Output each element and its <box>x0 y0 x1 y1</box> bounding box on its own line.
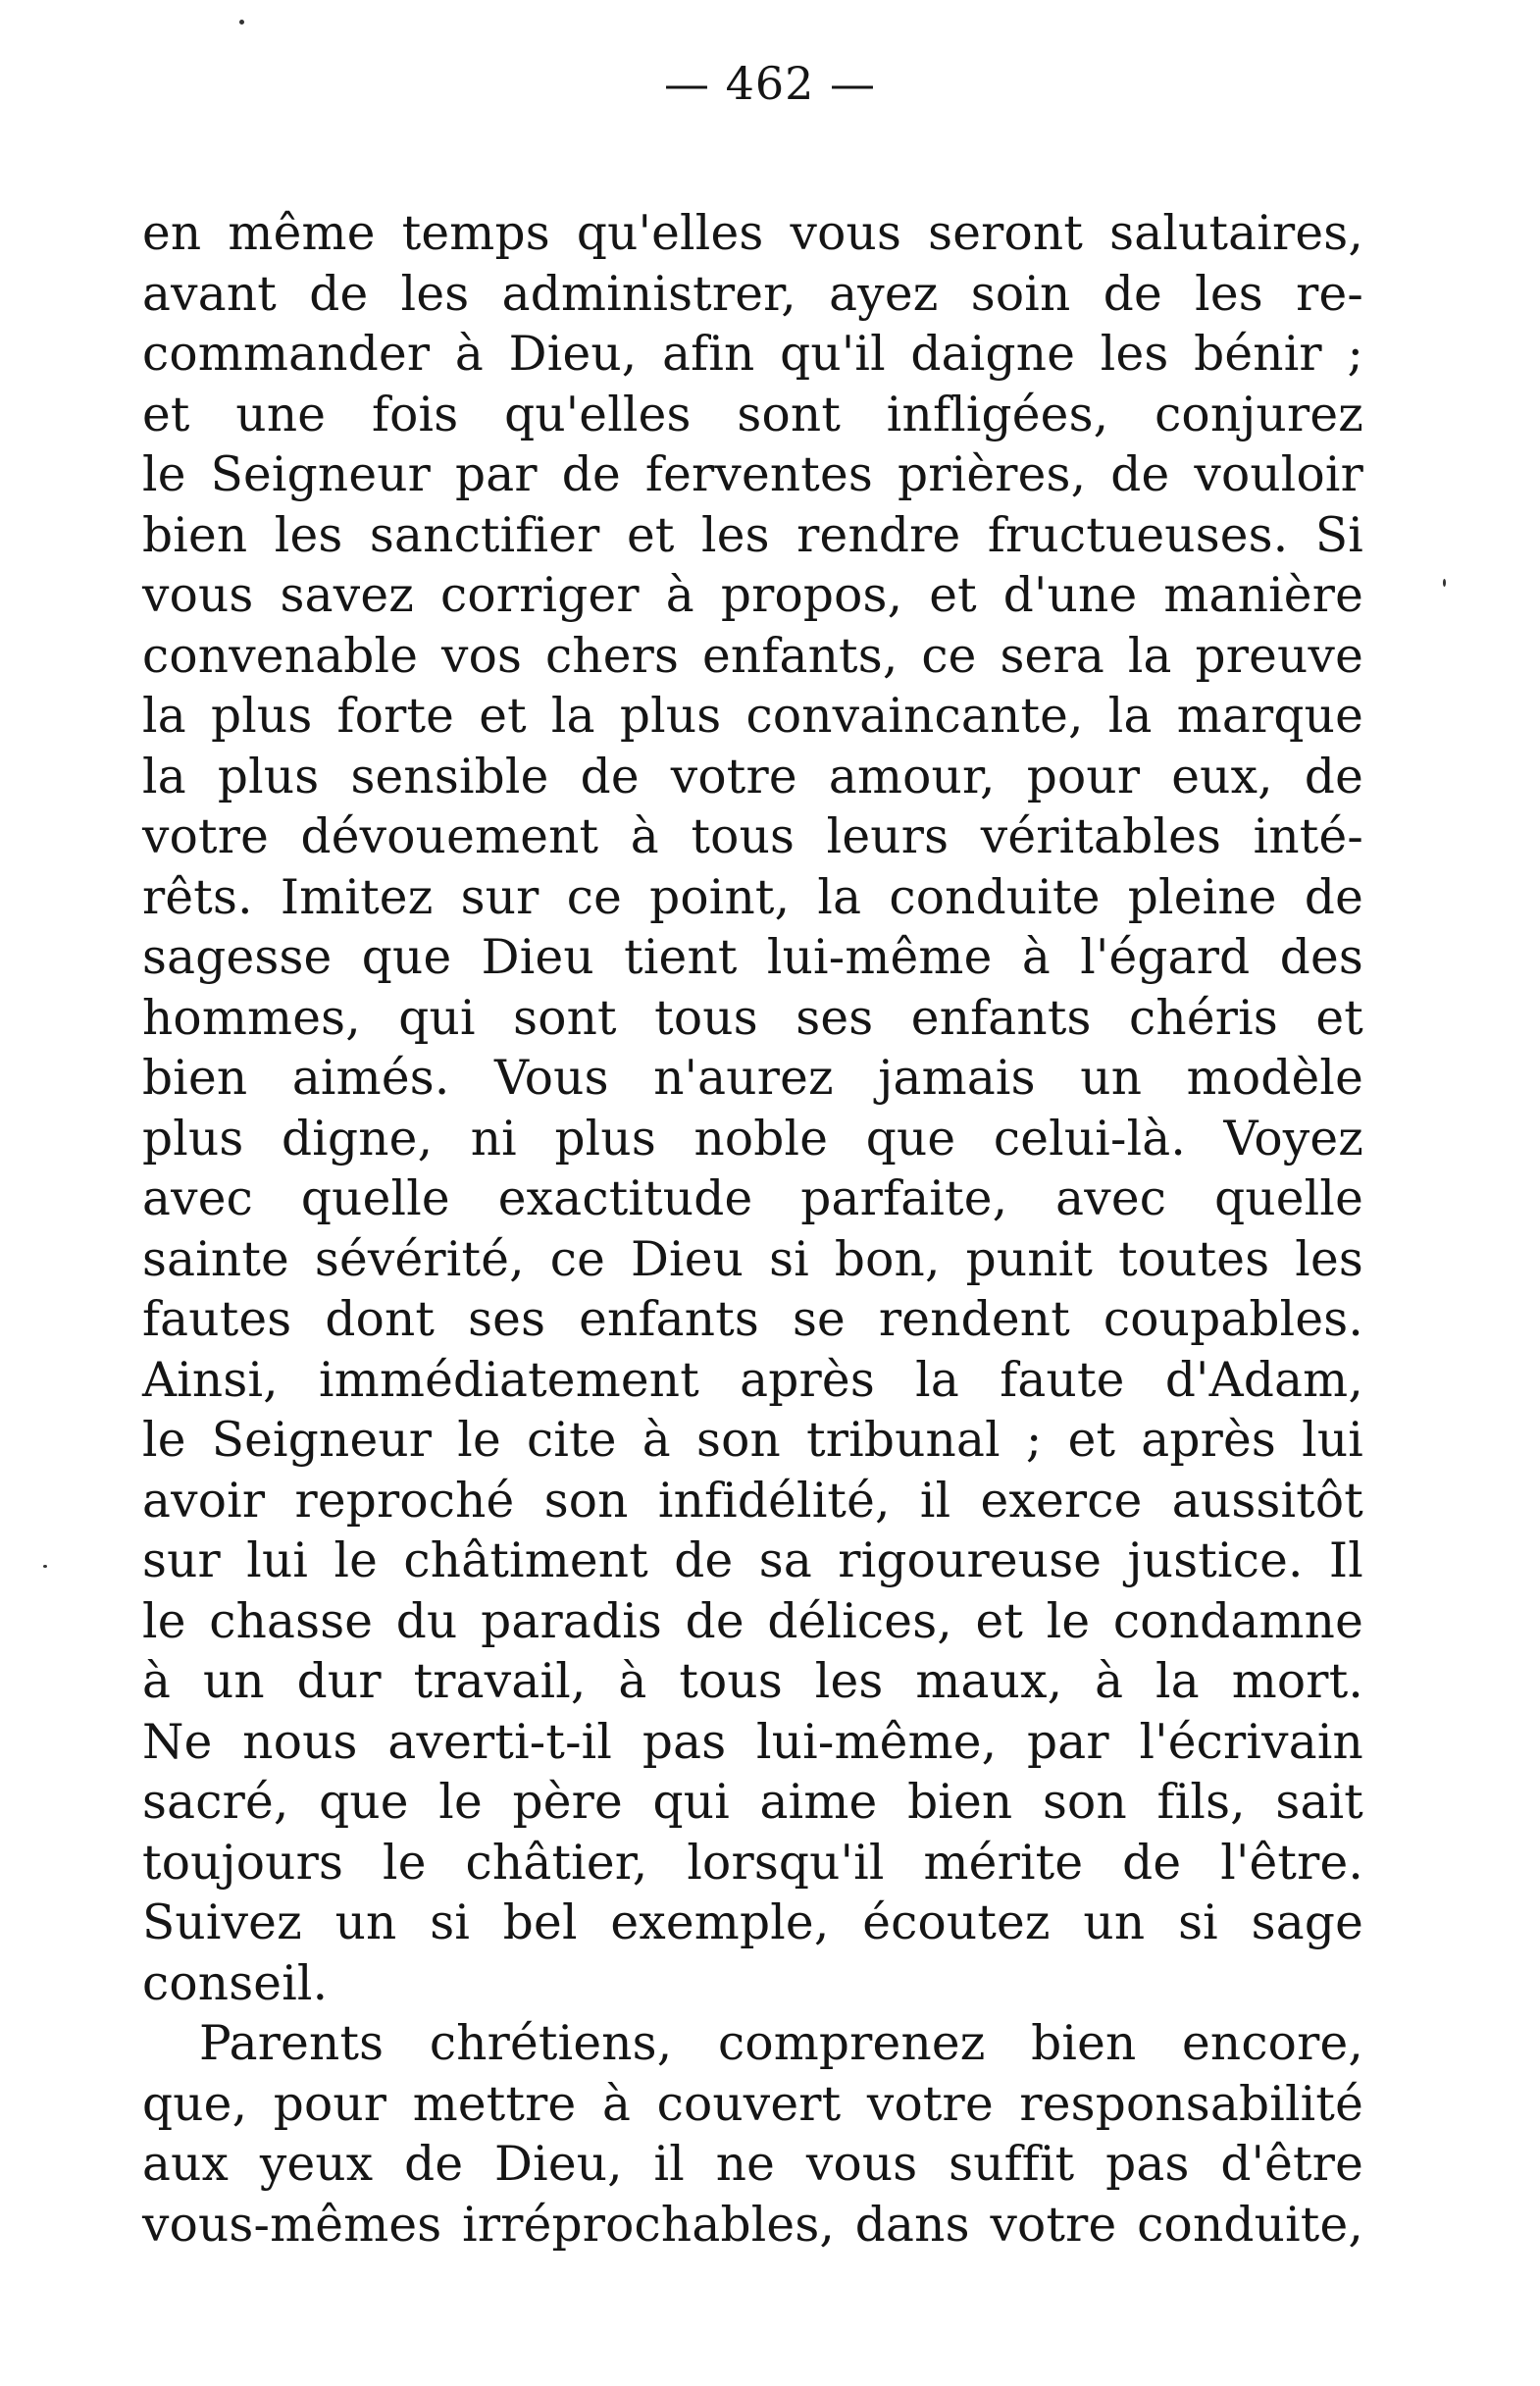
text-line: Suivez un si bel exemple, écoutez un si sage <box>142 1895 1363 1950</box>
text-line: que, pour mettre à couvert votre responsabilité <box>142 2076 1363 2132</box>
text-line: le chasse du paradis de délices, et le condamne <box>142 1593 1363 1649</box>
text-line: et une fois qu'elles sont infligées, conjurez <box>142 387 1363 442</box>
text-line: Ainsi, immédiatement après la faute d'Adam, <box>142 1352 1363 1408</box>
ink-speck <box>43 1565 47 1568</box>
text-line: rêts. Imitez sur ce point, la conduite pleine de <box>142 869 1363 925</box>
text-line: aux yeux de Dieu, il ne vous suffit pas d'être <box>142 2137 1363 2192</box>
body-text <box>142 204 1363 2256</box>
text-line: vous-mêmes irréprochables, dans votre conduite, <box>142 2197 1363 2253</box>
text-line: bien les sanctifier et les rendre fructueuses. Si <box>142 507 1363 563</box>
text-line: en même temps qu'elles vous seront salutaires, <box>142 206 1363 261</box>
page-number: — 462 — <box>663 57 877 110</box>
text-line: le Seigneur le cite à son tribunal ; et après lui <box>142 1413 1363 1468</box>
text-line: sainte sévérité, ce Dieu si bon, punit toutes les <box>142 1231 1363 1287</box>
text-line: votre dévouement à tous leurs véritables inté- <box>142 809 1363 864</box>
text-line: le Seigneur par de ferventes prières, de vouloir <box>142 447 1363 502</box>
text-line: hommes, qui sont tous ses enfants chéris et <box>142 990 1363 1046</box>
text-line: avoir reproché son infidélité, il exerce aussitôt <box>142 1473 1363 1529</box>
text-line: sagesse que Dieu tient lui-même à l'égard des <box>142 930 1363 985</box>
text-line: sacré, que le père qui aime bien son fils, sait <box>142 1775 1363 1830</box>
text-line: la plus forte et la plus convaincante, la marque <box>142 689 1363 744</box>
ink-speck <box>239 20 244 25</box>
text-line: bien aimés. Vous n'aurez jamais un modèle <box>142 1051 1363 1106</box>
text-line: fautes dont ses enfants se rendent coupables. <box>142 1292 1363 1347</box>
text-line: vous savez corriger à propos, et d'une manière <box>142 568 1363 623</box>
text-line: à un dur travail, à tous les maux, à la mort. <box>142 1654 1363 1709</box>
text-line: la plus sensible de votre amour, pour eux, de <box>142 749 1363 804</box>
text-line: convenable vos chers enfants, ce sera la preuve <box>142 628 1363 684</box>
ink-speck <box>1443 579 1446 587</box>
text-line: commander à Dieu, afin qu'il daigne les bénir ; <box>142 327 1363 382</box>
text-line: avant de les administrer, ayez soin de les re- <box>142 266 1363 322</box>
text-line: Parents chrétiens, comprenez bien encore, <box>199 2016 1363 2071</box>
text-line: Ne nous averti-t-il pas lui-même, par l'écrivain <box>142 1714 1363 1770</box>
text-line: plus digne, ni plus noble que celui-là. Voyez <box>142 1111 1363 1167</box>
text-line: conseil. <box>142 1955 329 2011</box>
text-line: avec quelle exactitude parfaite, avec quelle <box>142 1171 1363 1226</box>
text-line: sur lui le châtiment de sa rigoureuse justice. Il <box>142 1533 1363 1588</box>
text-line: toujours le châtier, lorsqu'il mérite de l'être. <box>142 1835 1363 1891</box>
